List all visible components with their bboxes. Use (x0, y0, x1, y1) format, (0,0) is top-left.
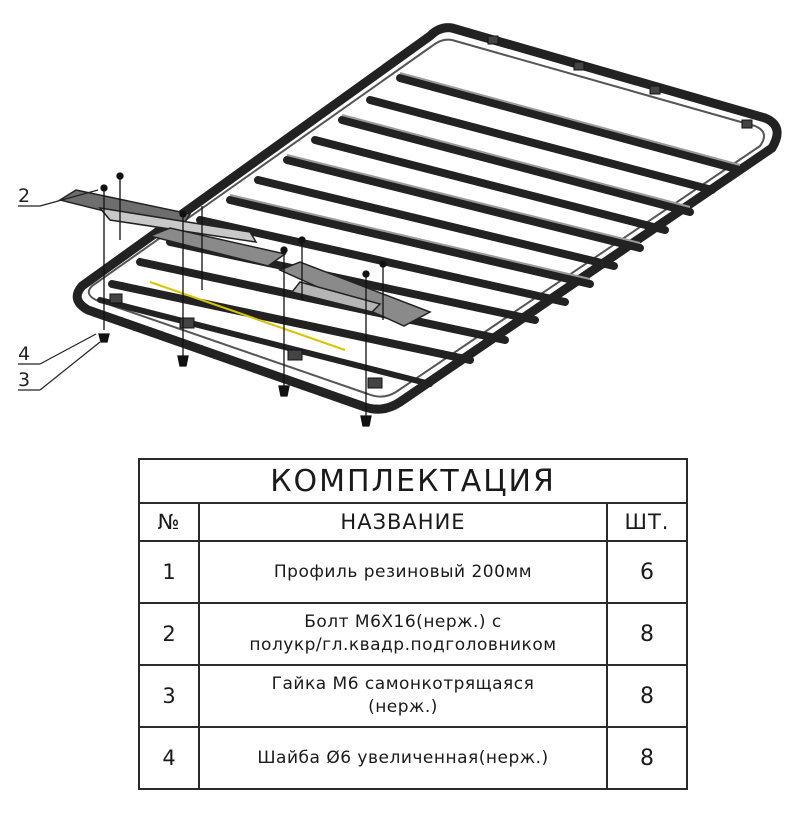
table-row (139, 603, 687, 665)
header-quantity: ШТ. (607, 503, 687, 541)
row-number: 4 (139, 727, 199, 789)
row-quantity: 6 (607, 541, 687, 603)
row-name (199, 665, 607, 727)
row-name-line1: Гайка М6 самонкотрящаяся (271, 674, 535, 695)
row-number: 1 (139, 541, 199, 603)
callout-2: 2 (18, 185, 31, 207)
table-row (139, 727, 687, 789)
row-name-line2: (нерж.) (368, 697, 438, 717)
row-name-line2: полукр/гл.квадр.подголовником (249, 635, 557, 655)
table-title: КОМПЛЕКТАЦИЯ (139, 459, 687, 503)
leader-lines (18, 190, 100, 390)
row-name (199, 727, 607, 789)
row-quantity: 8 (607, 665, 687, 727)
row-quantity: 8 (607, 727, 687, 789)
callout-4: 4 (18, 343, 31, 365)
row-quantity: 8 (607, 603, 687, 665)
row-name-line1: Профиль резиновый 200мм (273, 561, 533, 582)
row-number: 3 (139, 665, 199, 727)
callout-3: 3 (18, 369, 31, 391)
table-header-row (139, 503, 687, 541)
header-name: НАЗВАНИЕ (199, 503, 607, 541)
row-name (199, 603, 607, 665)
row-name-line1: Болт М6Х16(нерж.) с (304, 612, 502, 633)
table-row (139, 665, 687, 727)
row-name (199, 541, 607, 603)
kit-contents-table (138, 458, 688, 790)
row-name-line1: Шайба Ø6 увеличенная(нерж.) (257, 747, 549, 768)
header-number: № (139, 503, 199, 541)
table-row (139, 541, 687, 603)
row-number: 2 (139, 603, 199, 665)
